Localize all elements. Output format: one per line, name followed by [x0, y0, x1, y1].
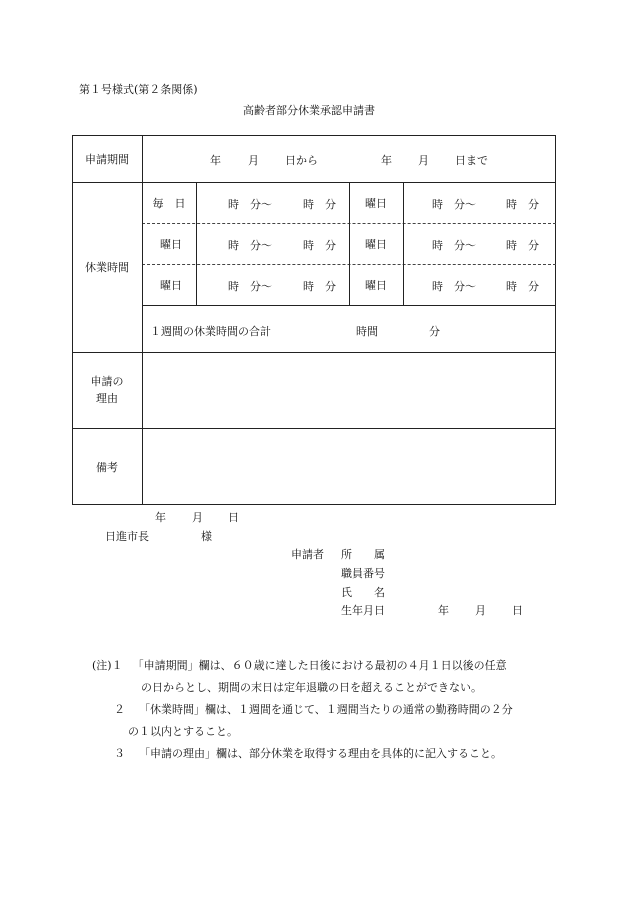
weekly-total-hours[interactable]: 時間: [356, 325, 378, 338]
birth-year[interactable]: 年: [438, 604, 449, 617]
row-1-right-time[interactable]: 時 分～: [432, 198, 476, 211]
reason-field[interactable]: [143, 353, 555, 427]
period-from[interactable]: 日から: [285, 154, 318, 167]
hours-label: 休業時間: [85, 261, 129, 274]
row-1-left-day[interactable]: 毎 日: [152, 196, 186, 210]
notes-section: [92, 655, 513, 765]
weekly-total-minutes[interactable]: 分: [429, 325, 440, 338]
period-month-2[interactable]: 月: [418, 154, 429, 167]
row-1-right-day[interactable]: 曜日: [365, 196, 387, 210]
note-2-line-2: の１以内とすること。: [128, 725, 238, 738]
row-2-right-day[interactable]: 曜日: [365, 237, 387, 251]
birthdate-label: 生年月日: [341, 604, 385, 617]
department-label: 所 属: [341, 548, 385, 561]
period-until[interactable]: 日まで: [455, 154, 488, 167]
date-day[interactable]: 日: [228, 511, 239, 524]
row-2-right-end[interactable]: 時 分: [506, 239, 539, 252]
note-3-text-1: 「申請の理由」欄は、部分休業を取得する理由を具体的に記入すること。: [139, 747, 502, 760]
staff-number-label: 職員番号: [341, 567, 385, 580]
remarks-label: 備考: [96, 460, 118, 474]
note-3-number: ３: [114, 747, 125, 760]
row-2-left-end[interactable]: 時 分: [303, 239, 336, 252]
date-month[interactable]: 月: [192, 511, 203, 524]
remarks-field[interactable]: [143, 429, 555, 504]
form-number-label: 第１号様式(第２条関係): [79, 83, 198, 96]
birth-month[interactable]: 月: [475, 604, 486, 617]
row-2-right-time[interactable]: 時 分～: [432, 239, 476, 252]
row-3-left-end[interactable]: 時 分: [303, 280, 336, 293]
birth-day[interactable]: 日: [512, 604, 523, 617]
period-label: 申請期間: [85, 152, 129, 166]
period-month-1[interactable]: 月: [248, 154, 259, 167]
note-2-text-1: 「休業時間」欄は、１週間を通じて、１週間当たりの通常の勤務時間の２分: [139, 703, 513, 716]
row-3-left-day[interactable]: 曜日: [160, 278, 182, 292]
note-2-line-1: [92, 699, 513, 721]
note-1-text-1: 「申請期間」欄は、６０歳に達した日後における最初の４月１日以後の任意: [132, 659, 507, 672]
period-year-1[interactable]: 年: [210, 154, 221, 167]
note-3-line-1: [92, 743, 513, 765]
honorific: 様: [201, 530, 212, 543]
addressee: 日進市長: [105, 530, 149, 543]
reason-label-line-1: 申請の: [90, 375, 124, 388]
row-2-left-time[interactable]: 時 分～: [228, 239, 272, 252]
reason-label-line-2: 理由: [96, 392, 118, 405]
date-year[interactable]: 年: [155, 511, 166, 524]
row-3-left-time[interactable]: 時 分～: [228, 280, 272, 293]
name-label: 氏 名: [341, 586, 385, 599]
day-column-divider: [196, 182, 197, 305]
row-1-right-end[interactable]: 時 分: [506, 198, 539, 211]
row-3-right-end[interactable]: 時 分: [506, 280, 539, 293]
weekly-total-label: １週間の休業時間の合計: [150, 325, 271, 338]
row-2-left-day[interactable]: 曜日: [160, 237, 182, 251]
note-1-line-2: の日からとし、期間の末日は定年退職の日を超えることができない。: [141, 681, 482, 694]
row-1-left-end[interactable]: 時 分: [303, 198, 336, 211]
note-prefix: (注)１: [92, 659, 123, 672]
note-2-number: ２: [114, 703, 125, 716]
day-column-divider: [403, 182, 404, 305]
row-3-right-day[interactable]: 曜日: [365, 278, 387, 292]
note-1-line-1: [92, 655, 513, 677]
row-1-left-time[interactable]: 時 分～: [228, 198, 272, 211]
applicant-label: 申請者: [291, 548, 324, 561]
reason-label: [72, 352, 142, 428]
document-title: 高齢者部分休業承認申請書: [243, 104, 375, 117]
row-3-right-time[interactable]: 時 分～: [432, 280, 476, 293]
period-year-2[interactable]: 年: [381, 154, 392, 167]
table-divider: [142, 305, 556, 306]
